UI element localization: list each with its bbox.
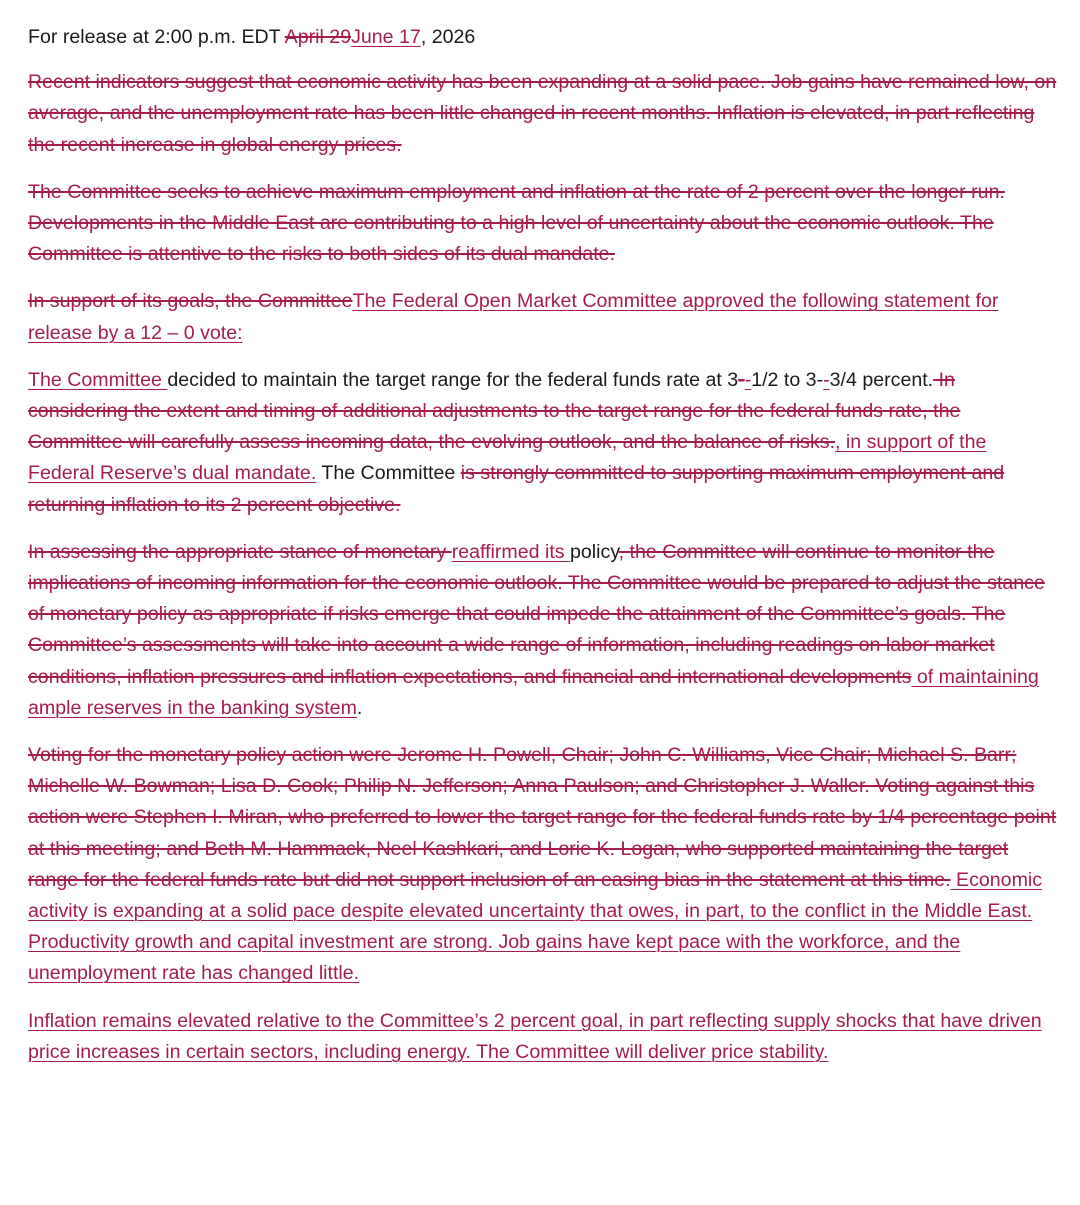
deleted-text: In support of its goals, the Committee (28, 290, 353, 313)
deleted-text: The Committee seeks to achieve maximum employment and inflation at the rate of 2 percent over the longer run. Developments in the Middle East are contributing to a high level of uncertainty about the economic outlook. The Committee is attentive to the risks to both sides of its dual mandate. (28, 180, 1005, 266)
deleted-text: is strongly committed to supporting maximum employment and returning inflation to its 2 percent objective. (28, 462, 1005, 516)
unchanged-text: decided to maintain the target range for the federal funds rate at 3 (167, 368, 739, 391)
deleted-text: , the Committee will continue to monitor the implications of incoming information for the economic outlook. The Committee would be prepared to adjust the stance of monetary policy as appropriate if risks emerge that could impede the attainment of the Committee’s goals. The Committee’s assessments will take into account a wide range of information, including readings on labor market conditions, inflation pressures and inflation expectations, and financial and international developments (28, 540, 1045, 688)
inserted-release-date: June 17 (351, 26, 421, 48)
inserted-text: - (744, 368, 752, 391)
inserted-text: , in support of the Federal Reserve’s dual mandate. (28, 431, 987, 485)
unchanged-text: The Committee (316, 462, 461, 485)
inserted-text: The Federal Open Market Committee approved the following statement for release by a 12 – 0 vote: (28, 290, 999, 344)
inserted-text: The Committee (28, 368, 168, 391)
deleted-text: Voting for the monetary policy action were Jerome H. Powell, Chair; John C. Williams, Vice Chair; Michael S. Barr; Michelle W. Bowman; Lisa D. Cook; Philip N. Jefferson; Anna Paulson; and Christopher J. Waller. Voting against this action were Stephen I. Miran, who preferred to lower the target range for the federal funds rate by 1/4 percentage point at this meeting; and Beth M. Hammack, Neel Kashkari, and Lorie K. Logan, who supported maintaining the target range for the federal funds rate but did not support inclusion of an easing bias in the statement at this time. (28, 744, 1057, 891)
unchanged-text: 3/4 percent. (829, 368, 934, 391)
deleted-text: In considering the extent and timing of additional adjustments to the target range for the federal funds rate, the Committee will carefully assess incoming data, the evolving outlook, and the balance of risks. (28, 368, 961, 454)
paragraph-policy-stance (28, 537, 1058, 724)
unchanged-text: policy (570, 540, 619, 563)
deleted-text: - (738, 368, 745, 391)
paragraph-inflation (28, 1006, 1058, 1068)
release-line (28, 22, 1058, 53)
redline-document (28, 22, 1058, 1084)
unchanged-text: . (356, 696, 363, 719)
inserted-text: of maintaining ample reserves in the banking system (28, 665, 1039, 719)
release-prefix: For release at 2:00 p.m. EDT (28, 26, 285, 48)
paragraph-vote-statement (28, 286, 1058, 348)
deleted-text: In assessing the appropriate stance of monetary (28, 540, 452, 563)
inserted-text: Economic activity is expanding at a solid pace despite elevated uncertainty that owes, in part, to the conflict in the Middle East. Productivity growth and capital investment are strong. Job gains have kept pace with the workforce, and the unemployment rate has changed little. (28, 868, 1043, 985)
inserted-text: reaffirmed its (451, 540, 571, 563)
release-year: , 2026 (420, 26, 476, 48)
inserted-text: - (823, 368, 830, 391)
paragraph-committee-goals (28, 177, 1058, 271)
paragraph-economic-indicators (28, 67, 1058, 161)
paragraph-voting-and-activity (28, 740, 1058, 990)
inserted-text: Inflation remains elevated relative to the Committee’s 2 percent goal, in part reflecting supply shocks that have driven price increases in certain sectors, including energy. The Committee will deliver price stability. (28, 1009, 1042, 1063)
paragraph-rate-decision (28, 365, 1058, 521)
deleted-text: Recent indicators suggest that economic activity has been expanding at a solid pace. Job gains have remained low, on average, and the unemployment rate has been little changed in recent months. Inflation is elevated, in part reflecting the recent increase in global energy prices. (28, 71, 1057, 156)
deleted-release-date: April 29 (284, 26, 352, 48)
unchanged-text: 1/2 to 3- (751, 368, 824, 391)
